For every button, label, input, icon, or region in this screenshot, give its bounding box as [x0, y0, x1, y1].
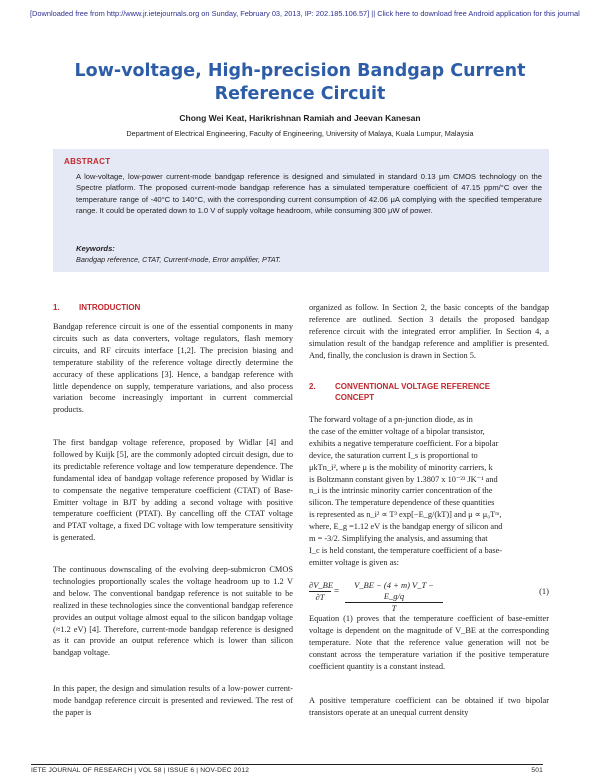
page-number: 501	[531, 767, 543, 774]
banner-separator: ||	[371, 9, 376, 18]
equation-lhs-denominator: ∂T	[309, 591, 331, 603]
text-line: μkTn_i², where μ is the mobility of minority carriers, k	[309, 462, 493, 472]
right-paragraph-2	[309, 414, 549, 569]
text-line: silicon. The temperature dependence of these quantities	[309, 498, 495, 508]
android-app-link[interactable]: Click here to download free Android application for this journal	[377, 9, 580, 18]
text-line: is represented as n_i² ∝ T³ exp[−E_g/(kT)] and μ ∝ μ₀Tᵐ,	[309, 510, 502, 520]
paper-title: Low-voltage, High-precision Bandgap Current Reference Circuit	[74, 61, 526, 104]
equation-lhs	[309, 580, 334, 603]
authors: Chong Wei Keat, Harikrishnan Ramiah and Jeevan Kanesan	[179, 113, 421, 123]
keywords-heading: Keywords:	[76, 244, 115, 253]
intro-paragraph-2: The first bandgap voltage reference, proposed by Widlar [4] and followed by Kuijk [5], are the commonly adopted circuit design, due to its predictable reference voltage and low temperature dependence. The fundamental idea of bandgap voltage reference proposed by Widlar is to compensate the negative temperature coefficient (CTAT) of Base-Emitter voltage in BJT by adding a second voltage with positive temperature coefficient (PTAT). By cancelling off the CTAT voltage and PTAT voltage, a fixed DC voltage with low temperature sensitivity is generated.	[53, 438, 293, 543]
intro-paragraph-3: The continuous downscaling of the evolving deep-submicron CMOS technologies proportionally scales the voltage headroom up to 1.2 V and below. The conventional bandgap reference is not suitable to be realized in these technologies since the conventional bandgap reference provides an output voltage almost equal to the silicon bandgap voltage (≈1.2 eV) [4]. Therefore, current-mode bandgap reference is designed as it can provide an output reference which is lower than silicon bandgap voltage.	[53, 565, 293, 658]
section-title: INTRODUCTION	[79, 303, 141, 312]
text-line: The forward voltage of a pn-junction diode, as in	[309, 415, 473, 424]
section-heading-conventional	[309, 381, 549, 405]
text-line: emitter voltage is given as:	[309, 557, 399, 567]
text-line: m = -3/2. Simplifying the analysis, and assuming that	[309, 534, 488, 544]
text-line: exhibits a negative temperature coefficient. For a bipolar	[309, 438, 499, 448]
right-paragraph-1: organized as follow. In Section 2, the basic concepts of the bandgap reference are outlined. Section 3 details the proposed bandgap reference circuit with the integrated error amplifier. In Section 4, a simulation result of the bandgap reference and amplifier is presented. And, finally, the conclusion is drawn in Section 5.	[309, 303, 549, 360]
right-paragraph-3: Equation (1) proves that the temperature coefficient of base-emitter voltage is dependent on the magnitude of V_BE at the corresponding temperature. Note that the reference value generation will not be constant across the temperature variation if the positive temperature coefficient quantity is a constant instead.	[309, 614, 549, 671]
text-line: where, E_g =1.12 eV is the bandgap energy of silicon and	[309, 522, 503, 532]
abstract-heading: ABSTRACT	[64, 157, 111, 166]
right-paragraph-4: A positive temperature coefficient can be obtained if two bipolar transistors operate at an unequal current density	[309, 696, 549, 717]
text-line: I_c is held constant, the temperature coefficient of a base-	[309, 545, 503, 555]
equation-rhs	[345, 580, 443, 614]
affiliation: Department of Electrical Engineering, Faculty of Engineering, University of Malaya, Kuala Lumpur, Malaysia	[126, 129, 474, 138]
intro-paragraph-4: In this paper, the design and simulation results of a low-power current-mode bandgap reference circuit is presented and reviewed. The rest of the paper is	[53, 684, 293, 717]
equation-1	[309, 580, 549, 613]
section-title-line-1: CONVENTIONAL VOLTAGE REFERENCE	[335, 382, 491, 391]
section-heading-introduction	[53, 302, 293, 314]
text-line: the case of the emitter voltage of a bipolar transistor,	[309, 426, 485, 436]
intro-paragraph-1: Bandgap reference circuit is one of the essential components in many circuits such as data converters, voltage regulators, flash memory circuits, and RF circuits interface [1,2]. The precision biasing and temperature stability of the reference voltage directly determine the accuracy of these applications [3]. Hence, a bandgap reference with little dependence on supply, temperature variations, and also process variation become increasingly important in current commercial products.	[53, 322, 293, 415]
text-line: device, the saturation current I_s is proportional to	[309, 450, 478, 460]
equals-sign: =	[334, 586, 340, 596]
equation-lhs-numerator: ∂V_BE	[309, 580, 334, 590]
section-title-line-2: CONCEPT	[335, 393, 375, 402]
abstract-text: A low-voltage, low-power current-mode bandgap reference is designed and simulated in standard 0.13 μm CMOS technology on the Spectre platform. The proposed current-mode bandgap reference has a simulated temperature coefficient of 47.15 ppm/°C over the temperature range of -40°C to 140°C, with the corresponding current consumption of 42.06 μA complying with the specified temperature range. It could be operated down to 1.0 V of supply voltage headroom, while consuming 300 μW of power.	[76, 172, 542, 216]
equation-rhs-denominator: T	[345, 602, 443, 614]
footer-divider	[31, 764, 543, 765]
section-number: 1.	[53, 303, 60, 312]
equation-number: (1)	[539, 586, 549, 596]
section-number: 2.	[309, 382, 316, 391]
text-line: is Boltzmann constant given by 1.3807 x 10⁻²³ JK⁻¹ and	[309, 474, 498, 484]
keywords-text: Bandgap reference, CTAT, Current-mode, Error amplifier, PTAT.	[76, 255, 281, 264]
equation-rhs-numerator: V_BE − (4 + m) V_T − E_g/q	[354, 580, 434, 601]
journal-info: IETE JOURNAL OF RESEARCH | VOL 58 | ISSUE 6 | NOV-DEC 2012	[31, 767, 250, 774]
download-info-link[interactable]: [Downloaded free from http://www.jr.ietejournals.org on Sunday, February 03, 2013, IP: 202.185.106.57]	[30, 9, 370, 18]
text-line: n_i is the intrinsic minority carrier concentration of the	[309, 486, 493, 496]
download-banner	[30, 9, 592, 19]
